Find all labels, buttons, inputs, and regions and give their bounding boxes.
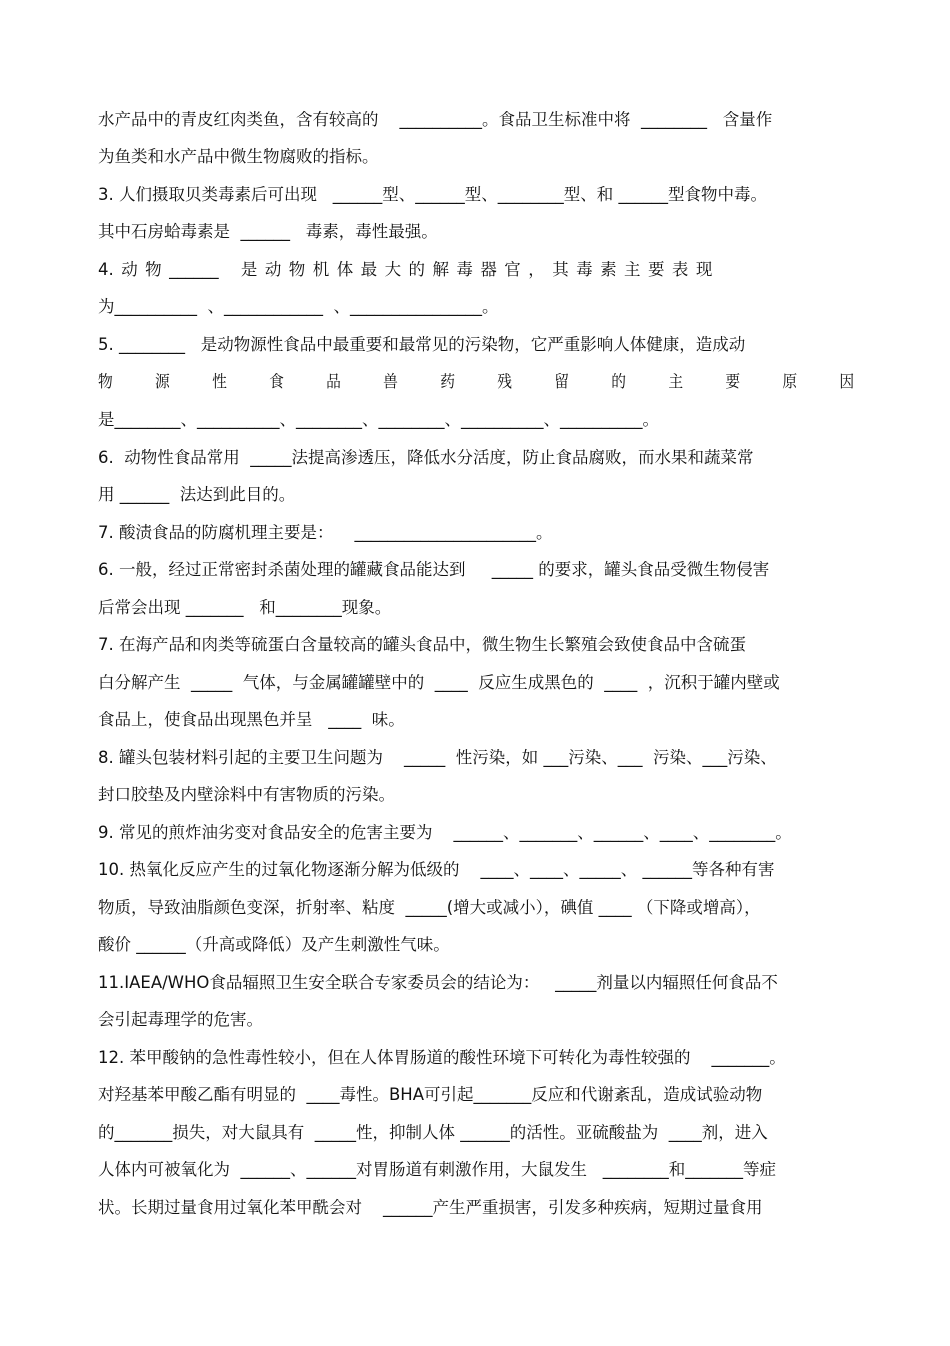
text-line: 8. 罐头包装材料引起的主要卫生问题为 _____ 性污染，如 ___污染、___ 污染、___污染、 [98,748,777,767]
text-line: 物质，导致油脂颜色变深，折射率、粘度 _____(增大或减小），碘值 ____ （下降或增高）， [98,898,761,917]
text-line: 11.IAEA/WHO食品辐照卫生安全联合专家委员会的结论为： _____剂量以内辐照任何食品不 [98,973,778,992]
text-line: 状。长期过量食用过氧化苯甲酰会对 ______产生严重损害，引发多种疾病，短期过量食用 [98,1198,763,1217]
text-line: 为__________ 、____________ 、________________。 [98,297,499,316]
text-line: 物 源 性 食 品 兽 药 残 留 的 主 要 原 因 [98,372,855,391]
text-line: 3. 人们摄取贝类毒素后可出现 ______型、______型、________型、和 ______型食物中毒。 [98,185,767,204]
text-line: 人体内可被氧化为 ______、______对胃肠道有刺激作用，大鼠发生 ________和_______等症 [98,1160,776,1179]
text-line: 其中石房蛤毒素是 ______ 毒素，毒性最强。 [98,222,438,241]
text-line: 为鱼类和水产品中微生物腐败的指标。 [98,147,379,166]
text-line: 会引起毒理学的危害。 [98,1010,263,1029]
text-line: 酸价 ______（升高或降低）及产生刺激性气味。 [98,935,450,954]
text-line: 的_______损失，对大鼠具有 _____性，抑制人体 ______的活性。亚硫酸盐为 ____剂，进入 [98,1123,768,1142]
text-line: 封口胶垫及内壁涂料中有害物质的污染。 [98,785,395,804]
text-line: 后常会出现 _______ 和________现象。 [98,598,392,617]
text-line: 4. 动 物 ______ 是 动 物 机 体 最 大 的 解 毒 器 官 ， 其 毒 素 主 要 表 现 [98,260,713,279]
text-line: 9. 常见的煎炸油劣变对食品安全的危害主要为 ______、_______、______、____、________。 [98,823,792,842]
text-line: 白分解产生 _____ 气体，与金属罐罐壁中的 ____ 反应生成黑色的 ____ ，沉积于罐内壁或 [98,673,780,692]
text-line: 12. 苯甲酸钠的急性毒性较小，但在人体胃肠道的酸性环境下可转化为毒性较强的 _______。 [98,1048,786,1067]
text-line: 对羟基苯甲酸乙酯有明显的 ____毒性。BHA可引起_______反应和代谢紊乱，造成试验动物 [98,1085,763,1104]
text-line: 水产品中的青皮红肉类鱼，含有较高的 __________。食品卫生标准中将 ________ 含量作 [98,110,773,129]
text-line: 用 ______ 法达到此目的。 [98,485,296,504]
text-line: 7. 在海产品和肉类等硫蛋白含量较高的罐头食品中，微生物生长繁殖会致使食品中含硫蛋 [98,635,746,654]
text-line: 是________、__________、________、________、__________、__________。 [98,410,659,429]
text-line: 食品上，使食品出现黑色并呈 ____ 味。 [98,710,405,729]
text-line: 6. 动物性食品常用 _____法提高渗透压，降低水分活度，防止食品腐败，而水果和蔬菜常 [98,448,754,467]
text-line: 10. 热氧化反应产生的过氧化物逐渐分解为低级的 ____、____、_____、 ______等各种有害 [98,860,775,879]
text-line: 6. 一般，经过正常密封杀菌处理的罐藏食品能达到 _____ 的要求，罐头食品受微生物侵害 [98,560,770,579]
text-line: 7. 酸渍食品的防腐机理主要是： ______________________。 [98,523,553,542]
text-line: 5. ________ 是动物源性食品中最重要和最常见的污染物，它严重影响人体健康，造成动 [98,335,746,354]
